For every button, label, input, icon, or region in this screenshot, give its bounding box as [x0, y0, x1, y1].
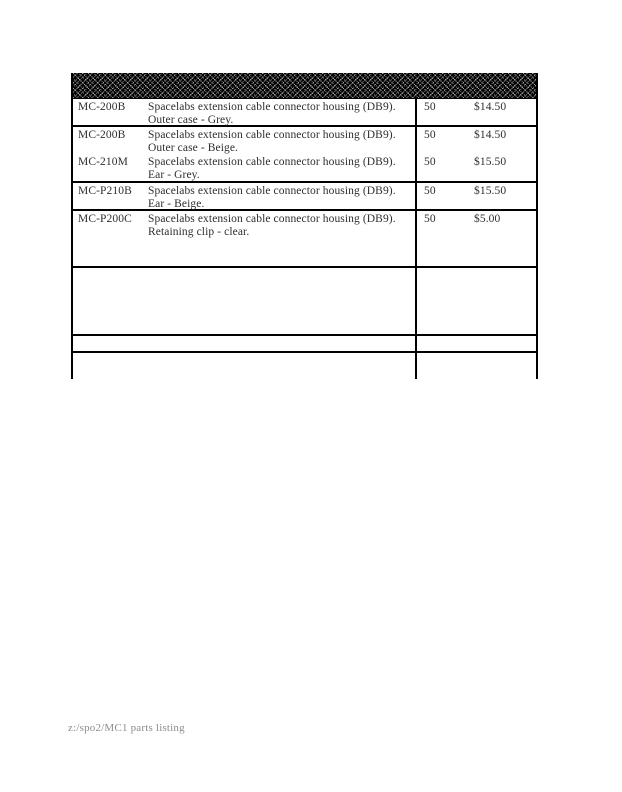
description-cell [148, 211, 415, 238]
empty-table-row [73, 336, 536, 353]
price-cell: $14.50 [474, 129, 507, 141]
part-number-cell: MC-P210B [78, 185, 132, 197]
empty-table-row [73, 268, 536, 336]
empty-table-row-cutoff [73, 353, 536, 379]
description-line-1: Spacelabs extension cable connector housing (DB9). [148, 129, 396, 141]
description-line-2: Outer case - Grey. [148, 114, 234, 126]
description-cell [148, 127, 415, 154]
part-number-cell: MC-200B [78, 101, 126, 113]
parts-table [71, 73, 538, 379]
description-cell [148, 154, 415, 181]
description-line-1: Spacelabs extension cable connector housing (DB9). [148, 185, 396, 197]
table-header-band [73, 73, 536, 99]
qty-cell: 50 [424, 101, 436, 113]
qty-cell: 50 [424, 129, 436, 141]
table-row [73, 183, 536, 211]
description-line-2: Retaining clip - clear. [148, 226, 250, 238]
part-number-cell: MC-P200C [78, 213, 132, 225]
price-cell: $15.50 [474, 156, 507, 168]
price-cell: $14.50 [474, 101, 507, 113]
qty-cell: 50 [424, 185, 436, 197]
description-line-2: Ear - Beige. [148, 198, 205, 210]
table-row [73, 211, 536, 268]
table-row-merged [73, 127, 536, 183]
description-line-2: Ear - Grey. [148, 169, 200, 181]
qty-cell: 50 [424, 156, 436, 168]
price-cell: $15.50 [474, 185, 507, 197]
description-cell [148, 99, 415, 126]
description-line-1: Spacelabs extension cable connector housing (DB9). [148, 156, 396, 168]
description-line-1: Spacelabs extension cable connector housing (DB9). [148, 101, 396, 113]
description-line-1: Spacelabs extension cable connector housing (DB9). [148, 213, 396, 225]
qty-cell: 50 [424, 213, 436, 225]
price-cell: $5.00 [474, 213, 501, 225]
description-cell [148, 183, 415, 210]
footer-file-path: z:/spo2/MC1 parts listing [68, 722, 185, 734]
part-number-cell: MC-200B [78, 129, 126, 141]
description-line-2: Outer case - Beige. [148, 142, 239, 154]
table-row [73, 99, 536, 127]
part-number-cell: MC-210M [78, 156, 128, 168]
